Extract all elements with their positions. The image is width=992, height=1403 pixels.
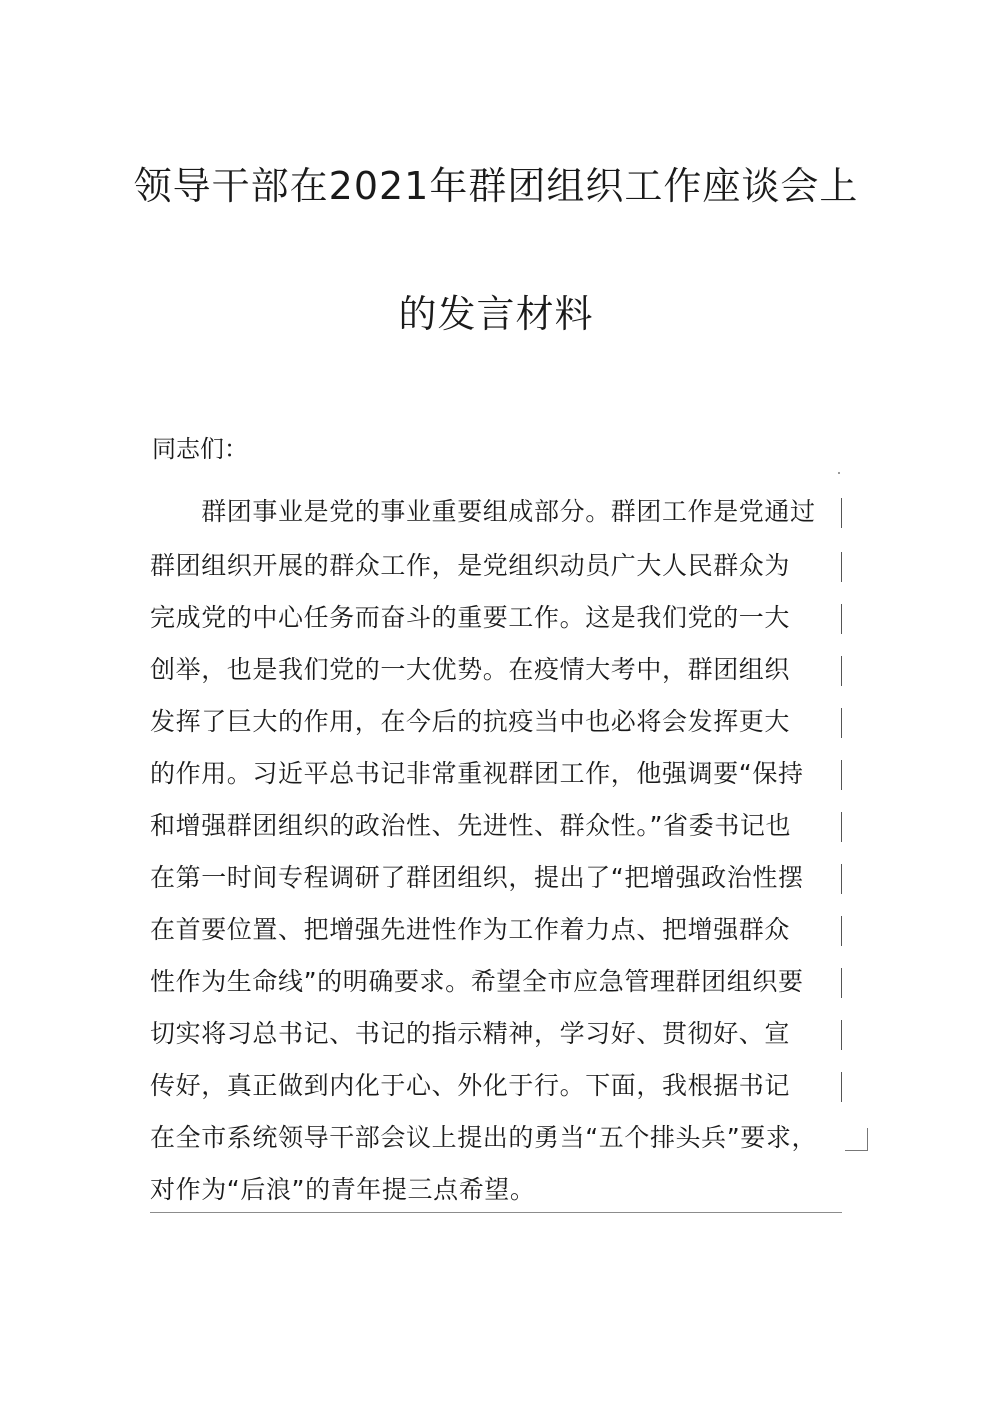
margin-bar (841, 760, 842, 790)
body-line: 在第一时间专程调研了群团组织，提出了“把增强政治性摆 (150, 863, 804, 892)
body-line: 在全市系统领导干部会议上提出的勇当“五个排头兵”要求， (150, 1123, 818, 1152)
body-line: 对作为“后浪”的青年提三点希望。 (150, 1175, 536, 1204)
margin-bar (841, 968, 842, 998)
body-line: 和增强群团组织的政治性、先进性、群众性。”省委书记也 (150, 811, 792, 840)
margin-bar (841, 1072, 842, 1102)
margin-dot (838, 472, 840, 474)
margin-hook (845, 1128, 868, 1151)
margin-bar (841, 708, 842, 738)
document-title-line-2: 的发言材料 (398, 292, 594, 336)
body-line: 群团组织开展的群众工作，是党组织动员广大人民群众为 (150, 551, 791, 580)
document-title-line-1: 领导干部在2021年群团组织工作座谈会上 (133, 164, 859, 208)
margin-bar (841, 1020, 842, 1050)
body-line: 创举，也是我们党的一大优势。在疫情大考中，群团组织 (150, 655, 791, 684)
margin-bar (841, 604, 842, 634)
body-line: 群团事业是党的事业重要组成部分。群团工作是党通过 (150, 497, 816, 526)
body-line: 发挥了巨大的作用，在今后的抗疫当中也必将会发挥更大 (150, 707, 791, 736)
body-line: 完成党的中心任务而奋斗的重要工作。这是我们党的一大 (150, 603, 791, 632)
margin-bar (841, 916, 842, 946)
margin-bar (841, 498, 842, 528)
salutation: 同志们： (152, 435, 248, 463)
margin-bar (841, 552, 842, 582)
bottom-divider (150, 1212, 842, 1213)
body-line: 切实将习总书记、书记的指示精神，学习好、贯彻好、宣 (150, 1019, 791, 1048)
body-line: 在首要位置、把增强先进性作为工作着力点、把增强群众 (150, 915, 791, 944)
margin-bar (841, 656, 842, 686)
margin-bar (841, 864, 842, 894)
body-line: 的作用。习近平总书记非常重视群团工作，他强调要“保持 (150, 759, 804, 788)
margin-bar (841, 812, 842, 842)
body-line: 传好，真正做到内化于心、外化于行。下面，我根据书记 (150, 1071, 791, 1100)
body-line: 性作为生命线”的明确要求。希望全市应急管理群团组织要 (150, 967, 804, 996)
